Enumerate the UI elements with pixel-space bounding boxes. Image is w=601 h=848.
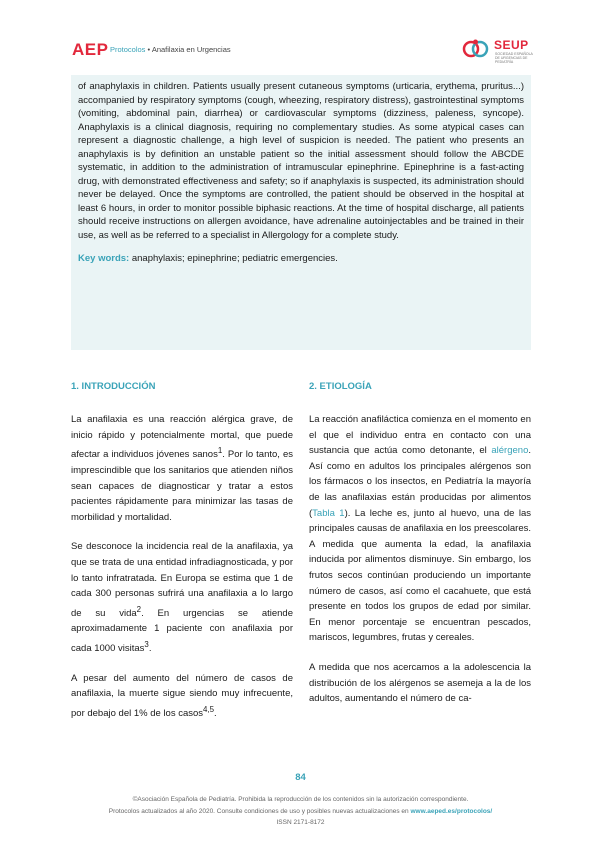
footer-copyright: ©Asociación Española de Pediatría. Prohibida la reproducción de los contenidos sin la autorización correspondiente. <box>132 796 469 803</box>
intro-paragraph-3: A pesar del aumento del número de casos de anafilaxia, la muerte sigue siendo muy infrecuente, por debajo del 1% de los casos$^{4,5}$. <box>71 672 293 720</box>
etiology-paragraph-1: La reacción anafiláctica comienza en el momento en el que el individuo entra en contacto con una sustancia que actúa como detonante, el alérgeno. Así como en adultos los principales alérgenos son los fármacos o los insectos, en Pediatría la mayoría de las anafilaxias están producidas por alimentos (Tabla 1). La leche es, junto al huevo, una de las principales causas de anafilaxia en los preescolares. A medida que aumenta la edad, la anafilaxia inducida por alimentos disminuye. Sin embargo, los frutos secos continúan produciendo un importante número de casos, así como el cacahuete, que está presente en todos los grupos de edad por similar. En menor porcentaje se encuentran pescados, mariscos, legumbres, frutas y cereales. <box>309 414 531 644</box>
seup-logo <box>462 37 534 64</box>
keywords <box>78 252 524 265</box>
breadcrumb-section: Protocolos <box>110 45 146 54</box>
protocols-url-link[interactable]: www.aeped.es/protocolos/ <box>410 807 493 815</box>
citation: 4,5 <box>203 704 215 714</box>
breadcrumb-separator: • <box>145 45 152 54</box>
page-footer <box>0 794 601 829</box>
seup-logo-subtitle: SOCIEDAD ESPAÑOLA DE URGENCIAS DE PEDIATRÍA <box>495 52 533 64</box>
page-header <box>0 0 601 72</box>
column-right <box>309 380 531 721</box>
citation: 3 <box>144 640 149 650</box>
section-title-introduccion: 1. INTRODUCCIÓN <box>71 381 156 392</box>
abstract-box <box>71 75 531 350</box>
breadcrumb-topic: Anafilaxia en Urgencias <box>151 45 231 54</box>
footer-issn: ISSN 2171-8172 <box>276 819 325 826</box>
section-title-etiologia: 2. ETIOLOGÍA <box>309 381 372 392</box>
breadcrumb <box>110 45 231 54</box>
aep-logo: AEP <box>72 40 109 59</box>
page-number: 84 <box>295 772 306 783</box>
keywords-list: anaphylaxis; epinephrine; pediatric emergencies. <box>129 253 338 264</box>
footer-updated: Protocolos actualizados al año 2020. Consulte condiciones de uso y posibles nuevas actualizaciones en www.aeped.es/protocolos/ <box>108 807 493 815</box>
citation: 2 <box>136 604 142 614</box>
seup-logo-text: SEUP <box>494 38 529 52</box>
etiology-paragraph-2: A medida que nos acercamos a la adolescencia la distribución de los alérgenos se asemeja a la de los adultos, aumentando el número de ca- <box>309 661 531 705</box>
seup-emblem-icon <box>462 38 490 60</box>
keywords-label: Key words: <box>78 253 130 264</box>
allergen-link[interactable]: alérgeno <box>491 445 529 457</box>
intro-paragraph-2: Se desconoce la incidencia real de la anafilaxia, ya que se trata de una entidad infradiagnosticada, y por lo tanto infratratada. En Europa se estima que 1 de cada 300 personas sufrirá una anafilaxia a lo largo de su vida$^2$. En urgencias se atiende aproximadamente 1 paciente con anafilaxia por cada 1000 visitas$^3$. <box>71 541 293 655</box>
citation: 1 <box>217 446 223 456</box>
intro-paragraph-1: La anafilaxia es una reacción alérgica grave, de inicio rápido y potencialmente mortal, que puede afectar a individuos jóvenes sanos$^1$. Por lo tanto, es imprescindible que los sanitarios que atienden niños sean capaces de diagnosticar y tratar a estos pacientes rápidamente para minimizar las tasas de morbilidad y mortalidad. <box>71 414 293 523</box>
abstract-text: of anaphylaxis in children. Patients usually present cutaneous symptoms (urticaria, erythema, pruritus...) accompanied by respiratory symptoms (cough, wheezing, respiratory distress), gastrointestinal symptoms (vomiting, abdominal pain, diarrhea) or cardiovascular symptoms (dizziness, paleness, syncope). Anaphylaxis is a clinical diagnosis, requiring no complementary studies. As some atypical cases can represent a diagnostic challenge, a high level of suspicion is needed. The patient who presents an anaphylaxis is by definition an unstable patient so the initial assessment should follow the ABCDE systematic, in addition to the administration of intramuscular epinephrine. Epinephrine is a fast-acting drug, with demonstrated effectiveness and safety; so if anaphylaxis is suspected, its administration should never be delayed. Once the symptoms are controlled, the patient should be observed in the hospital at least 6 hours, in order to monitor possible biphasic reactions. At the time of hospital discharge, all patients should receive instructions on allergen avoidance, have adrenaline autoinjectables and be trained in their use, as well as be referred to a specialist in Allergology for a complete study. <box>78 81 524 241</box>
column-left <box>71 380 293 736</box>
table-1-link[interactable]: Tabla 1 <box>312 507 345 519</box>
